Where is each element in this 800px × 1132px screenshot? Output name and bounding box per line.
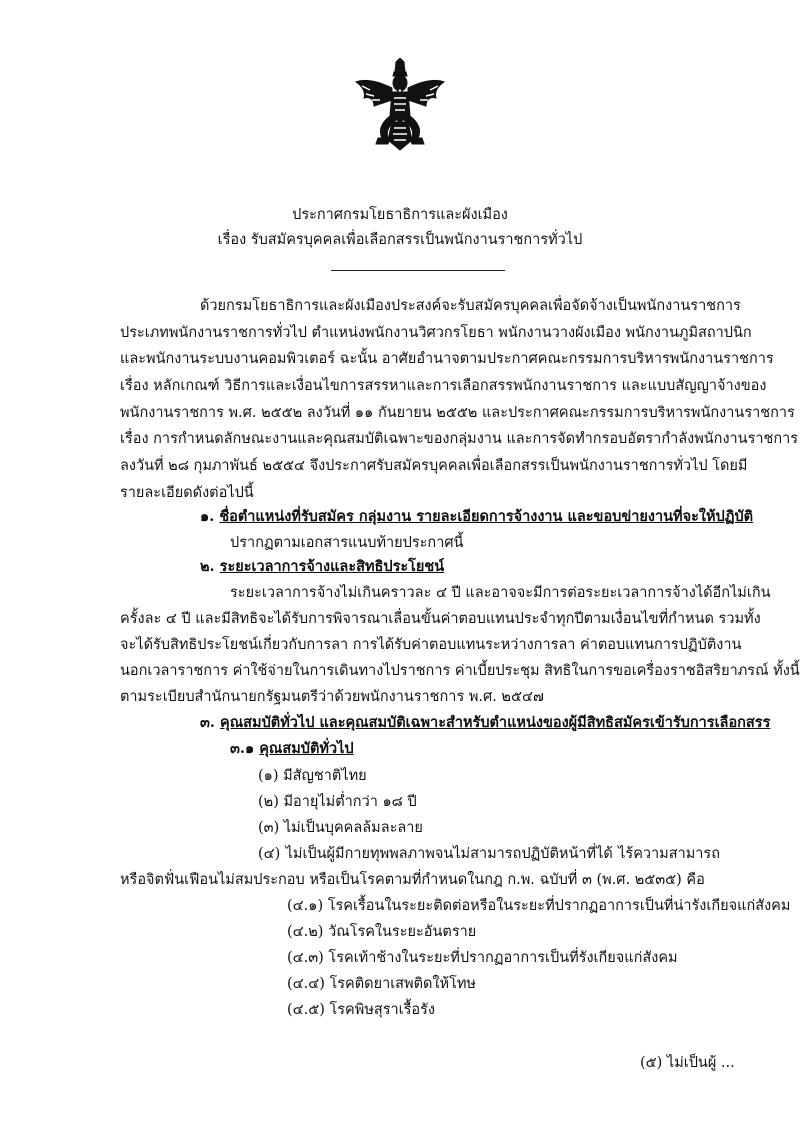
- section-2-line-2: ครั้งละ ๔ ปี และมีสิทธิจะได้รับการพิจารณาเลื่อนขั้นค่าตอบแทนประจำทุกปีตามเงื่อนไขที่กำหนด รวมทั้ง: [120, 611, 761, 627]
- section-1-title: ชื่อตำแหน่งที่รับสมัคร กลุ่มงาน รายละเอียดการจ้างงาน และขอบข่ายงานที่จะให้ปฏิบัติ: [219, 508, 754, 525]
- announcement-title: ประกาศกรมโยธาธิการและผังเมือง: [292, 207, 508, 223]
- section-1-body: ปรากฏตามเอกสารแนบท้ายประกาศนี้: [230, 535, 464, 551]
- section-2-title: ระยะเวลาการจ้างและสิทธิประโยชน์: [219, 558, 445, 575]
- intro-line-7: ลงวันที่ ๒๘ กุมภาพันธ์ ๒๕๕๔ จึงประกาศรับสมัครบุคคลเพื่อเลือกสรรเป็นพนักงานราชการทั่วไป โดยมี: [120, 458, 748, 474]
- qualification-item-2: (๒) มีอายุไม่ต่ำกว่า ๑๘ ปี: [258, 794, 417, 810]
- qualification-item-4: (๔) ไม่เป็นผู้มีกายทุพพลภาพจนไม่สามารถปฏิบัติหน้าที่ได้ ไร้ความสามารถ: [258, 846, 720, 862]
- qualification-item-1: (๑) มีสัญชาติไทย: [258, 768, 367, 784]
- section-1-number: ๑.: [200, 508, 215, 525]
- section-2-line-3: จะได้รับสิทธิประโยชน์เกี่ยวกับการลา การได้รับค่าตอบแทนระหว่างการลา ค่าตอบแทนการปฏิบัติงาน: [120, 637, 742, 653]
- section-2-line-4: นอกเวลาราชการ ค่าใช้จ่ายในการเดินทางไปราชการ ค่าเบี้ยประชุม สิทธิในการขอเครื่องราชอิสริยาภรณ์ ทั้งนี้: [120, 663, 800, 679]
- section-3-number: ๓.: [200, 714, 215, 731]
- title-divider: [331, 270, 505, 271]
- intro-line-2: ประเภทพนักงานราชการทั่วไป ตำแหน่งพนักงานวิศวกรโยธา พนักงานวางผังเมือง พนักงานภูมิสถาปนิก: [120, 325, 752, 341]
- intro-line-5: พนักงานราชการ พ.ศ. ๒๕๕๒ ลงวันที่ ๑๑ กันยายน ๒๕๕๒ และประกาศคณะกรรมการบริหารพนักงานราชการ: [120, 405, 795, 421]
- disease-item-3: (๔.๓) โรคเท้าช้างในระยะที่ปรากฏอาการเป็นที่รังเกียจแก่สังคม: [287, 950, 678, 966]
- disease-item-5: (๔.๕) โรคพิษสุราเรื้อรัง: [287, 1002, 435, 1018]
- announcement-subject: เรื่อง รับสมัครบุคคลเพื่อเลือกสรรเป็นพนักงานราชการทั่วไป: [217, 232, 583, 248]
- intro-line-3: และพนักงานระบบงานคอมพิวเตอร์ ฉะนั้น อาศัยอำนาจตามประกาศคณะกรรมการบริหารพนักงานราชการ: [120, 351, 774, 367]
- qualification-item-4-cont: หรือจิตฟั่นเฟือนไม่สมประกอบ หรือเป็นโรคตามที่กำหนดในกฎ ก.พ. ฉบับที่ ๓ (พ.ศ. ๒๕๓๕) คือ: [120, 872, 705, 888]
- intro-line-8: รายละเอียดดังต่อไปนี้: [120, 485, 254, 501]
- qualification-item-3: (๓) ไม่เป็นบุคคลล้มละลาย: [258, 820, 423, 836]
- disease-item-1: (๔.๑) โรคเรื้อนในระยะติดต่อหรือในระยะที่ปรากฏอาการเป็นที่น่ารังเกียจแก่สังคม: [287, 898, 791, 914]
- section-3-1-heading: [230, 738, 354, 760]
- section-2-heading: [200, 556, 444, 578]
- section-3-1-number: ๓.๑: [230, 740, 255, 757]
- section-3-1-title: คุณสมบัติทั่วไป: [259, 740, 354, 757]
- section-2-number: ๒.: [200, 558, 215, 575]
- section-3-title: คุณสมบัติทั่วไป และคุณสมบัติเฉพาะสำหรับตำแหน่งของผู้มีสิทธิสมัครเข้ารับการเลือกสรร: [220, 714, 771, 731]
- section-3-heading: [200, 712, 770, 734]
- disease-item-2: (๔.๒) วัณโรคในระยะอันตราย: [287, 924, 477, 940]
- intro-line-6: เรื่อง การกำหนดลักษณะงานและคุณสมบัติเฉพาะของกลุ่มงาน และการจัดทำกรอบอัตรากำลังพนักงานราชการ: [120, 431, 799, 447]
- section-2-line-1: ระยะเวลาการจ้างไม่เกินคราวละ ๔ ปี และอาจจะมีการต่อระยะเวลาการจ้างได้อีกไม่เกิน: [230, 585, 771, 601]
- page-continuation: (๕) ไม่เป็นผู้ ...: [640, 1055, 735, 1071]
- section-2-line-5: ตามระเบียบสำนักนายกรัฐมนตรีว่าด้วยพนักงานราชการ พ.ศ. ๒๕๔๗: [120, 689, 544, 705]
- section-1-heading: [200, 506, 753, 528]
- garuda-emblem-icon: [352, 58, 448, 154]
- intro-line-4: เรื่อง หลักเกณฑ์ วิธีการและเงื่อนไขการสรรหาและการเลือกสรรพนักงานราชการ และแบบสัญญาจ้างของ: [120, 378, 767, 394]
- disease-item-4: (๔.๔) โรคติดยาเสพติดให้โทษ: [287, 976, 476, 992]
- intro-line-1: ด้วยกรมโยธาธิการและผังเมืองประสงค์จะรับสมัครบุคคลเพื่อจัดจ้างเป็นพนักงานราชการ: [200, 298, 741, 314]
